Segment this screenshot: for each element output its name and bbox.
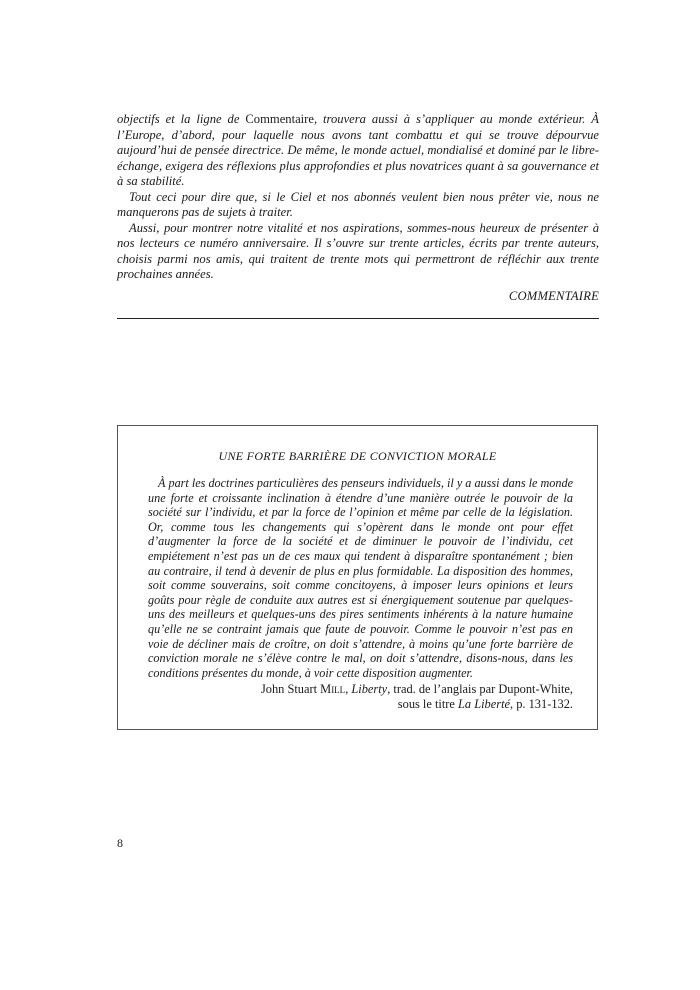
section-divider: [117, 318, 599, 319]
citation-title-prefix: sous le titre: [397, 697, 459, 711]
quote-citation: [261, 682, 573, 712]
paragraph-3: Aussi, pour montrer notre vitalité et nos aspirations, sommes-nous heureux de présenter à nos lecteurs ce numéro anniversaire. Il s’ouvre sur trente articles, écrits par trente auteurs, choisis parmi nos amis, qui traitent de trente mots qui permettront de réfléchir aux trente prochaines années.: [117, 220, 599, 281]
quote-title: UNE FORTE BARRIÈRE DE CONVICTION MORALE: [218, 449, 497, 463]
editorial-signature: COMMENTAIRE: [508, 289, 599, 303]
journal-name: Commentaire: [245, 112, 314, 126]
quote-box: [117, 425, 598, 730]
page-number: 8: [117, 836, 123, 850]
paragraph-2: Tout ceci pour dire que, si le Ciel et nos abonnés veulent bien nous prêter vie, nous ne manquerons pas de sujets à traiter.: [117, 189, 599, 219]
paragraph-1-start: objectifs et la ligne de: [117, 112, 246, 126]
paragraph-1: [117, 112, 599, 190]
quote-body: À part les doctrines particulières des penseurs individuels, il y a aussi dans le monde une forte et croissante inclination à étendre d’une manière outrée le pouvoir de la société sur l’individu, et par la force de l’opinion et même par celle de la législation. Or, comme tous les changements qui s’opèrent dans le monde ont pour effet d’augmenter la force de la société et de diminuer le pouvoir de l’individu, cet empiétement n’est pas un de ces maux qui tendent à disparaître spontanément ; bien au contraire, il tend à devenir de plus en plus formidable. La disposition des hommes, soit comme souverains, soit comme concitoyens, à imposer leurs opinions et leurs goûts pour règle de conduite aux autres est si énergiquement soutenue par quelques-uns des meilleurs et quelques-uns des pires sentiments inhérents à la nature humaine qu’elle ne se contraint jamais que faute de pouvoir. Comme le pouvoir n’est pas en voie de décliner mais de croître, on doit s’attendre, à moins qu’une forte barrière de conviction morale ne s’élève contre le mal, on doit s’attendre, disons-nous, dans les conditions présentes du monde, à voir cette disposition augmenter.: [148, 476, 573, 680]
citation-line-2: [261, 697, 573, 712]
citation-french-title: La Liberté: [458, 697, 511, 711]
citation-translation: , trad. de l’anglais par Dupont-White,: [387, 682, 573, 696]
citation-pages: , p. 131-132.: [510, 697, 573, 711]
citation-line-1: [261, 682, 573, 697]
paragraph-1-end: , trouvera aussi à s’appliquer au monde extérieur. À l’Europe, d’abord, pour laquelle nous avons tant combattu et qui se trouve dépourvue aujourd’hui de pensée directrice. De même, le monde actuel, mondialisé et dominé par le libre-échange, exigera des réflexions plus approfondies et plus novatrices quant à sa gouvernance et à sa stabilité.: [117, 112, 599, 188]
citation-separator: ,: [345, 682, 352, 696]
citation-work-title: Liberty: [351, 682, 388, 696]
citation-author-first: John Stuart: [260, 682, 321, 696]
citation-author-last: Mill: [320, 682, 346, 696]
editorial-text: [117, 112, 599, 283]
